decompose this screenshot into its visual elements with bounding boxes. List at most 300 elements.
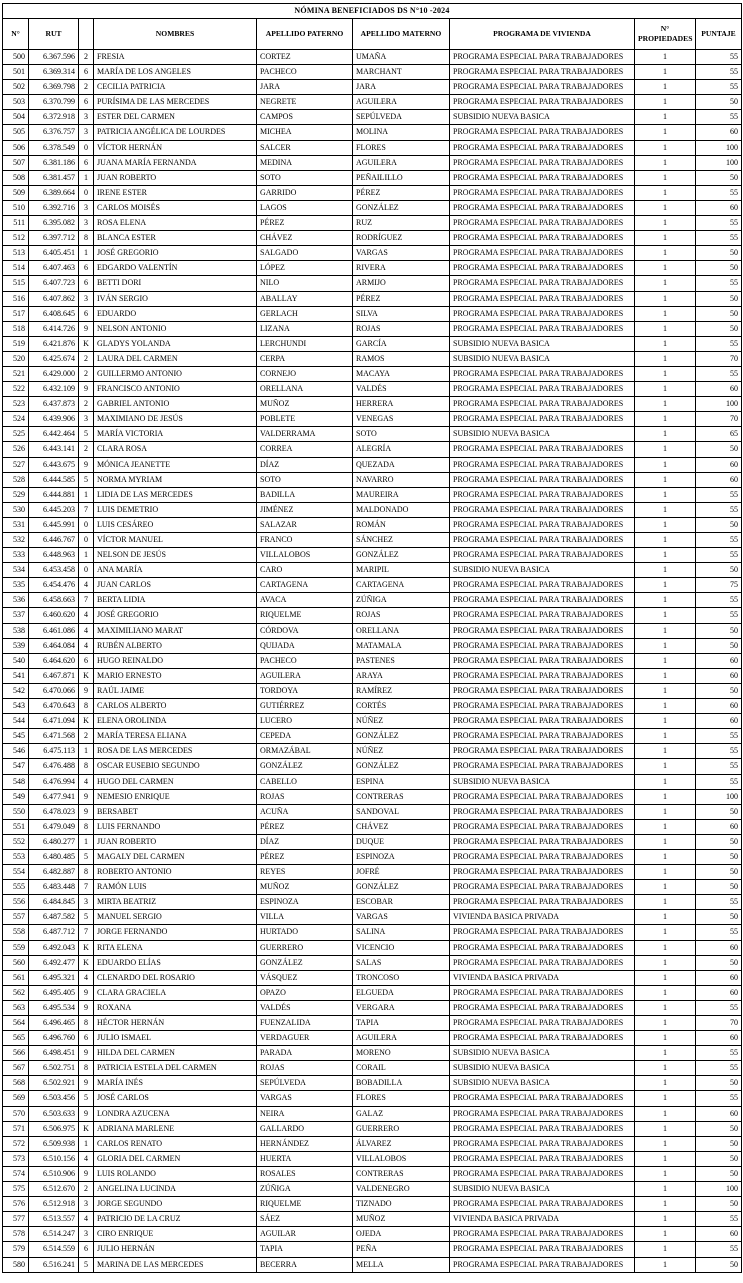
- cell-rut: 6.369.314: [29, 65, 79, 80]
- cell-propiedades: 1: [635, 125, 696, 140]
- table-row: [3, 65, 742, 80]
- cell-puntaje: 50: [696, 95, 742, 110]
- cell-puntaje: 50: [696, 306, 742, 321]
- cell-dv: 6: [79, 276, 94, 291]
- cell-nombres: LONDRA AZUCENA: [94, 1106, 257, 1121]
- cell-apellido-materno: ZÚÑIGA: [353, 593, 450, 608]
- cell-rut: 6.458.663: [29, 593, 79, 608]
- table-row: [3, 714, 742, 729]
- cell-rut: 6.475.113: [29, 744, 79, 759]
- cell-programa: PROGRAMA ESPECIAL PARA TRABAJADORES: [450, 276, 635, 291]
- cell-apellido-paterno: PÉREZ: [257, 216, 353, 231]
- cell-apellido-paterno: FUENZALIDA: [257, 1016, 353, 1031]
- cell-num: 563: [3, 1000, 29, 1015]
- cell-puntaje: 50: [696, 1197, 742, 1212]
- table-row: [3, 744, 742, 759]
- cell-rut: 6.414.726: [29, 321, 79, 336]
- cell-programa: PROGRAMA ESPECIAL PARA TRABAJADORES: [450, 834, 635, 849]
- cell-nombres: JULIO ISMAEL: [94, 1031, 257, 1046]
- cell-apellido-paterno: CÓRDOVA: [257, 623, 353, 638]
- cell-apellido-paterno: LUCERO: [257, 714, 353, 729]
- cell-propiedades: 1: [635, 366, 696, 381]
- cell-puntaje: 70: [696, 351, 742, 366]
- cell-rut: 6.395.082: [29, 216, 79, 231]
- cell-programa: PROGRAMA ESPECIAL PARA TRABAJADORES: [450, 940, 635, 955]
- cell-nombres: CLARA ROSA: [94, 442, 257, 457]
- cell-num: 580: [3, 1257, 29, 1272]
- table-row: [3, 1106, 742, 1121]
- cell-apellido-paterno: VALDÉS: [257, 1000, 353, 1015]
- cell-apellido-paterno: VERDAGUER: [257, 1031, 353, 1046]
- cell-rut: 6.439.906: [29, 412, 79, 427]
- cell-num: 539: [3, 638, 29, 653]
- cell-propiedades: 1: [635, 1227, 696, 1242]
- cell-rut: 6.503.456: [29, 1091, 79, 1106]
- cell-apellido-materno: SALINA: [353, 925, 450, 940]
- cell-num: 511: [3, 216, 29, 231]
- cell-apellido-materno: SOTO: [353, 427, 450, 442]
- cell-puntaje: 55: [696, 895, 742, 910]
- cell-nombres: JORGE FERNANDO: [94, 925, 257, 940]
- cell-propiedades: 1: [635, 714, 696, 729]
- cell-rut: 6.502.921: [29, 1076, 79, 1091]
- cell-programa: PROGRAMA ESPECIAL PARA TRABAJADORES: [450, 261, 635, 276]
- cell-nombres: ESTER DEL CARMEN: [94, 110, 257, 125]
- cell-dv: 6: [79, 306, 94, 321]
- cell-apellido-paterno: RIQUELME: [257, 1197, 353, 1212]
- cell-num: 525: [3, 427, 29, 442]
- cell-dv: 1: [79, 170, 94, 185]
- table-row: [3, 623, 742, 638]
- cell-num: 555: [3, 880, 29, 895]
- cell-apellido-materno: VALDENEGRO: [353, 1182, 450, 1197]
- cell-dv: 2: [79, 397, 94, 412]
- cell-num: 538: [3, 623, 29, 638]
- cell-propiedades: 1: [635, 261, 696, 276]
- cell-puntaje: 55: [696, 729, 742, 744]
- cell-programa: PROGRAMA ESPECIAL PARA TRABAJADORES: [450, 472, 635, 487]
- cell-num: 515: [3, 276, 29, 291]
- cell-apellido-paterno: RIQUELME: [257, 608, 353, 623]
- cell-programa: PROGRAMA ESPECIAL PARA TRABAJADORES: [450, 306, 635, 321]
- cell-rut: 6.381.457: [29, 170, 79, 185]
- cell-dv: 1: [79, 834, 94, 849]
- cell-nombres: RUBÉN ALBERTO: [94, 638, 257, 653]
- cell-programa: PROGRAMA ESPECIAL PARA TRABAJADORES: [450, 1257, 635, 1272]
- cell-programa: PROGRAMA ESPECIAL PARA TRABAJADORES: [450, 1031, 635, 1046]
- cell-rut: 6.510.156: [29, 1151, 79, 1166]
- cell-dv: 5: [79, 910, 94, 925]
- cell-propiedades: 1: [635, 517, 696, 532]
- cell-num: 560: [3, 955, 29, 970]
- cell-nombres: MARÍA INÉS: [94, 1076, 257, 1091]
- cell-nombres: RAÚL JAIME: [94, 683, 257, 698]
- cell-num: 573: [3, 1151, 29, 1166]
- cell-apellido-materno: VICENCIO: [353, 940, 450, 955]
- cell-rut: 6.483.448: [29, 880, 79, 895]
- cell-apellido-paterno: REYES: [257, 865, 353, 880]
- cell-dv: 1: [79, 1136, 94, 1151]
- cell-dv: K: [79, 955, 94, 970]
- cell-dv: 2: [79, 442, 94, 457]
- cell-nombres: MARIO ERNESTO: [94, 668, 257, 683]
- cell-programa: PROGRAMA ESPECIAL PARA TRABAJADORES: [450, 95, 635, 110]
- cell-rut: 6.495.405: [29, 985, 79, 1000]
- cell-programa: PROGRAMA ESPECIAL PARA TRABAJADORES: [450, 1151, 635, 1166]
- cell-propiedades: 1: [635, 216, 696, 231]
- cell-puntaje: 60: [696, 699, 742, 714]
- cell-nombres: PURÍSIMA DE LAS MERCEDES: [94, 95, 257, 110]
- table-row: [3, 789, 742, 804]
- cell-puntaje: 50: [696, 1151, 742, 1166]
- cell-nombres: EDGARDO VALENTÍN: [94, 261, 257, 276]
- cell-apellido-materno: NAVARRO: [353, 472, 450, 487]
- cell-dv: 9: [79, 1166, 94, 1181]
- cell-apellido-paterno: MUÑOZ: [257, 880, 353, 895]
- cell-puntaje: 100: [696, 155, 742, 170]
- table-row: [3, 548, 742, 563]
- table-body: [3, 50, 742, 1273]
- table-row: [3, 970, 742, 985]
- cell-dv: 0: [79, 533, 94, 548]
- cell-puntaje: 50: [696, 563, 742, 578]
- cell-dv: 6: [79, 653, 94, 668]
- cell-puntaje: 55: [696, 185, 742, 200]
- cell-rut: 6.460.620: [29, 608, 79, 623]
- cell-programa: PROGRAMA ESPECIAL PARA TRABAJADORES: [450, 65, 635, 80]
- cell-apellido-materno: PASTENES: [353, 653, 450, 668]
- cell-apellido-materno: CHÁVEZ: [353, 819, 450, 834]
- cell-propiedades: 1: [635, 910, 696, 925]
- table-row: [3, 397, 742, 412]
- table-row: [3, 1257, 742, 1272]
- cell-apellido-paterno: CERPA: [257, 351, 353, 366]
- cell-apellido-paterno: ROJAS: [257, 1061, 353, 1076]
- table-row: [3, 668, 742, 683]
- cell-programa: PROGRAMA ESPECIAL PARA TRABAJADORES: [450, 729, 635, 744]
- cell-rut: 6.512.918: [29, 1197, 79, 1212]
- cell-apellido-materno: MALDONADO: [353, 502, 450, 517]
- cell-rut: 6.487.712: [29, 925, 79, 940]
- cell-nombres: NELSON ANTONIO: [94, 321, 257, 336]
- table-row: [3, 578, 742, 593]
- cell-puntaje: 55: [696, 50, 742, 65]
- cell-programa: PROGRAMA ESPECIAL PARA TRABAJADORES: [450, 50, 635, 65]
- cell-num: 507: [3, 155, 29, 170]
- cell-programa: PROGRAMA ESPECIAL PARA TRABAJADORES: [450, 397, 635, 412]
- cell-nombres: MAGALY DEL CARMEN: [94, 849, 257, 864]
- cell-rut: 6.496.760: [29, 1031, 79, 1046]
- cell-nombres: NORMA MYRIAM: [94, 472, 257, 487]
- cell-programa: PROGRAMA ESPECIAL PARA TRABAJADORES: [450, 125, 635, 140]
- cell-apellido-paterno: GUERRERO: [257, 940, 353, 955]
- cell-puntaje: 50: [696, 865, 742, 880]
- cell-programa: PROGRAMA ESPECIAL PARA TRABAJADORES: [450, 155, 635, 170]
- cell-num: 554: [3, 865, 29, 880]
- cell-puntaje: 50: [696, 261, 742, 276]
- cell-programa: PROGRAMA ESPECIAL PARA TRABAJADORES: [450, 457, 635, 472]
- cell-puntaje: 65: [696, 427, 742, 442]
- cell-num: 518: [3, 321, 29, 336]
- cell-num: 519: [3, 336, 29, 351]
- cell-dv: 2: [79, 351, 94, 366]
- cell-dv: 9: [79, 457, 94, 472]
- cell-apellido-paterno: CARTAGENA: [257, 578, 353, 593]
- cell-num: 548: [3, 774, 29, 789]
- cell-apellido-materno: PÉREZ: [353, 291, 450, 306]
- cell-apellido-materno: SÁNCHEZ: [353, 533, 450, 548]
- cell-propiedades: 1: [635, 1106, 696, 1121]
- table-row: [3, 1046, 742, 1061]
- cell-num: 514: [3, 261, 29, 276]
- cell-apellido-paterno: TAPIA: [257, 1242, 353, 1257]
- cell-nombres: GABRIEL ANTONIO: [94, 397, 257, 412]
- cell-puntaje: 60: [696, 940, 742, 955]
- cell-rut: 6.407.862: [29, 291, 79, 306]
- cell-puntaje: 55: [696, 744, 742, 759]
- cell-rut: 6.445.991: [29, 517, 79, 532]
- cell-nombres: LIDIA DE LAS MERCEDES: [94, 487, 257, 502]
- cell-num: 530: [3, 502, 29, 517]
- cell-dv: 9: [79, 804, 94, 819]
- cell-nombres: FRANCISCO ANTONIO: [94, 382, 257, 397]
- cell-dv: 9: [79, 1046, 94, 1061]
- cell-rut: 6.397.712: [29, 231, 79, 246]
- cell-puntaje: 60: [696, 1227, 742, 1242]
- cell-puntaje: 55: [696, 216, 742, 231]
- cell-puntaje: 50: [696, 442, 742, 457]
- cell-rut: 6.513.557: [29, 1212, 79, 1227]
- cell-apellido-paterno: CARO: [257, 563, 353, 578]
- table-row: [3, 1136, 742, 1151]
- table-row: [3, 155, 742, 170]
- cell-propiedades: 1: [635, 548, 696, 563]
- cell-rut: 6.367.596: [29, 50, 79, 65]
- header-programa: PROGRAMA DE VIVIENDA: [450, 19, 635, 50]
- cell-propiedades: 1: [635, 1182, 696, 1197]
- cell-puntaje: 55: [696, 608, 742, 623]
- header-row: [3, 19, 742, 50]
- table-row: [3, 729, 742, 744]
- cell-apellido-paterno: QUIJADA: [257, 638, 353, 653]
- table-row: [3, 487, 742, 502]
- cell-puntaje: 60: [696, 1031, 742, 1046]
- cell-dv: 9: [79, 321, 94, 336]
- cell-propiedades: 1: [635, 865, 696, 880]
- cell-apellido-paterno: CHÁVEZ: [257, 231, 353, 246]
- cell-apellido-paterno: LÓPEZ: [257, 261, 353, 276]
- cell-propiedades: 1: [635, 276, 696, 291]
- cell-dv: 2: [79, 80, 94, 95]
- cell-nombres: JUAN CARLOS: [94, 578, 257, 593]
- cell-propiedades: 1: [635, 397, 696, 412]
- cell-apellido-materno: PÉREZ: [353, 185, 450, 200]
- cell-dv: 3: [79, 895, 94, 910]
- cell-rut: 6.495.321: [29, 970, 79, 985]
- cell-apellido-paterno: SOTO: [257, 472, 353, 487]
- cell-rut: 6.378.549: [29, 140, 79, 155]
- cell-nombres: PATRICIA ESTELA DEL CARMEN: [94, 1061, 257, 1076]
- cell-programa: PROGRAMA ESPECIAL PARA TRABAJADORES: [450, 714, 635, 729]
- cell-apellido-paterno: SALCER: [257, 140, 353, 155]
- cell-programa: SUBSIDIO NUEVA BASICA: [450, 1182, 635, 1197]
- cell-rut: 6.369.798: [29, 80, 79, 95]
- cell-rut: 6.425.674: [29, 351, 79, 366]
- cell-programa: PROGRAMA ESPECIAL PARA TRABAJADORES: [450, 849, 635, 864]
- cell-apellido-paterno: GERLACH: [257, 306, 353, 321]
- table-row: [3, 1031, 742, 1046]
- cell-nombres: EDUARDO: [94, 306, 257, 321]
- cell-nombres: LUIS DEMETRIO: [94, 502, 257, 517]
- cell-apellido-materno: SEPÚLVEDA: [353, 110, 450, 125]
- cell-nombres: IRENE ESTER: [94, 185, 257, 200]
- cell-dv: 4: [79, 1151, 94, 1166]
- cell-programa: PROGRAMA ESPECIAL PARA TRABAJADORES: [450, 819, 635, 834]
- cell-propiedades: 1: [635, 608, 696, 623]
- cell-num: 535: [3, 578, 29, 593]
- cell-rut: 6.443.675: [29, 457, 79, 472]
- cell-puntaje: 50: [696, 1121, 742, 1136]
- cell-dv: 0: [79, 185, 94, 200]
- cell-propiedades: 1: [635, 593, 696, 608]
- table-row: [3, 427, 742, 442]
- cell-puntaje: 55: [696, 1000, 742, 1015]
- cell-nombres: JUAN ROBERTO: [94, 834, 257, 849]
- cell-apellido-paterno: CEPEDA: [257, 729, 353, 744]
- cell-apellido-materno: FLORES: [353, 1091, 450, 1106]
- cell-num: 569: [3, 1091, 29, 1106]
- cell-nombres: CIRO ENRIQUE: [94, 1227, 257, 1242]
- cell-propiedades: 1: [635, 291, 696, 306]
- cell-programa: VIVIENDA BASICA PRIVADA: [450, 1212, 635, 1227]
- cell-propiedades: 1: [635, 759, 696, 774]
- cell-puntaje: 55: [696, 1212, 742, 1227]
- cell-dv: 6: [79, 65, 94, 80]
- cell-programa: SUBSIDIO NUEVA BASICA: [450, 110, 635, 125]
- cell-apellido-paterno: HERNÁNDEZ: [257, 1136, 353, 1151]
- cell-programa: PROGRAMA ESPECIAL PARA TRABAJADORES: [450, 548, 635, 563]
- cell-rut: 6.408.645: [29, 306, 79, 321]
- cell-dv: 9: [79, 1076, 94, 1091]
- cell-apellido-paterno: SOTO: [257, 170, 353, 185]
- cell-puntaje: 55: [696, 774, 742, 789]
- table-row: [3, 457, 742, 472]
- cell-apellido-materno: SALAS: [353, 955, 450, 970]
- document-title: NÓMINA BENEFICIADOS DS N°10 -2024: [3, 4, 742, 19]
- cell-apellido-paterno: TORDOYA: [257, 683, 353, 698]
- cell-propiedades: 1: [635, 1076, 696, 1091]
- cell-programa: SUBSIDIO NUEVA BASICA: [450, 1061, 635, 1076]
- cell-rut: 6.480.485: [29, 849, 79, 864]
- cell-puntaje: 50: [696, 955, 742, 970]
- cell-apellido-paterno: OPAZO: [257, 985, 353, 1000]
- cell-apellido-materno: GUERRERO: [353, 1121, 450, 1136]
- table-row: [3, 1076, 742, 1091]
- cell-nombres: NELSON DE JESÚS: [94, 548, 257, 563]
- table-row: [3, 95, 742, 110]
- cell-apellido-materno: GONZÁLEZ: [353, 880, 450, 895]
- cell-propiedades: 1: [635, 1016, 696, 1031]
- cell-rut: 6.405.451: [29, 246, 79, 261]
- cell-propiedades: 1: [635, 895, 696, 910]
- cell-apellido-materno: CORAIL: [353, 1061, 450, 1076]
- cell-puntaje: 60: [696, 382, 742, 397]
- cell-rut: 6.429.000: [29, 366, 79, 381]
- table-row: [3, 608, 742, 623]
- cell-nombres: MARINA DE LAS MERCEDES: [94, 1257, 257, 1272]
- cell-nombres: IVÁN SERGIO: [94, 291, 257, 306]
- cell-rut: 6.476.488: [29, 759, 79, 774]
- cell-puntaje: 55: [696, 1091, 742, 1106]
- cell-puntaje: 60: [696, 1106, 742, 1121]
- cell-num: 520: [3, 351, 29, 366]
- cell-dv: K: [79, 940, 94, 955]
- cell-apellido-materno: RODRÍGUEZ: [353, 231, 450, 246]
- cell-apellido-paterno: MUÑOZ: [257, 397, 353, 412]
- cell-dv: 0: [79, 140, 94, 155]
- cell-apellido-paterno: VILLALOBOS: [257, 548, 353, 563]
- cell-apellido-materno: PEÑA: [353, 1242, 450, 1257]
- cell-apellido-materno: FLORES: [353, 140, 450, 155]
- cell-propiedades: 1: [635, 1121, 696, 1136]
- cell-programa: PROGRAMA ESPECIAL PARA TRABAJADORES: [450, 623, 635, 638]
- cell-puntaje: 50: [696, 1166, 742, 1181]
- cell-num: 577: [3, 1212, 29, 1227]
- cell-num: 556: [3, 895, 29, 910]
- cell-apellido-materno: NÚÑEZ: [353, 714, 450, 729]
- cell-nombres: MARÍA TERESA ELIANA: [94, 729, 257, 744]
- cell-puntaje: 50: [696, 1136, 742, 1151]
- cell-apellido-materno: RUZ: [353, 216, 450, 231]
- cell-apellido-materno: RAMOS: [353, 351, 450, 366]
- cell-propiedades: 1: [635, 502, 696, 517]
- cell-propiedades: 1: [635, 880, 696, 895]
- cell-apellido-paterno: CORREA: [257, 442, 353, 457]
- cell-dv: 1: [79, 744, 94, 759]
- cell-programa: PROGRAMA ESPECIAL PARA TRABAJADORES: [450, 185, 635, 200]
- cell-apellido-paterno: AVACA: [257, 593, 353, 608]
- table-row: [3, 336, 742, 351]
- cell-apellido-paterno: NILO: [257, 276, 353, 291]
- cell-dv: 0: [79, 517, 94, 532]
- cell-apellido-materno: MACAYA: [353, 366, 450, 381]
- cell-rut: 6.467.871: [29, 668, 79, 683]
- cell-puntaje: 50: [696, 849, 742, 864]
- table-row: [3, 880, 742, 895]
- cell-num: 528: [3, 472, 29, 487]
- cell-dv: 5: [79, 1091, 94, 1106]
- cell-apellido-paterno: LAGOS: [257, 200, 353, 215]
- cell-puntaje: 70: [696, 1016, 742, 1031]
- cell-apellido-paterno: FRANCO: [257, 533, 353, 548]
- cell-propiedades: 1: [635, 336, 696, 351]
- cell-dv: 3: [79, 291, 94, 306]
- table-row: [3, 502, 742, 517]
- cell-rut: 6.444.585: [29, 472, 79, 487]
- cell-apellido-paterno: SÁEZ: [257, 1212, 353, 1227]
- cell-num: 547: [3, 759, 29, 774]
- cell-apellido-paterno: HUERTA: [257, 1151, 353, 1166]
- cell-rut: 6.510.906: [29, 1166, 79, 1181]
- cell-apellido-materno: GONZÁLEZ: [353, 729, 450, 744]
- table-row: [3, 910, 742, 925]
- cell-puntaje: 50: [696, 834, 742, 849]
- header-rut: RUT: [29, 19, 79, 50]
- cell-programa: PROGRAMA ESPECIAL PARA TRABAJADORES: [450, 502, 635, 517]
- cell-propiedades: 1: [635, 638, 696, 653]
- cell-propiedades: 1: [635, 155, 696, 170]
- cell-puntaje: 50: [696, 804, 742, 819]
